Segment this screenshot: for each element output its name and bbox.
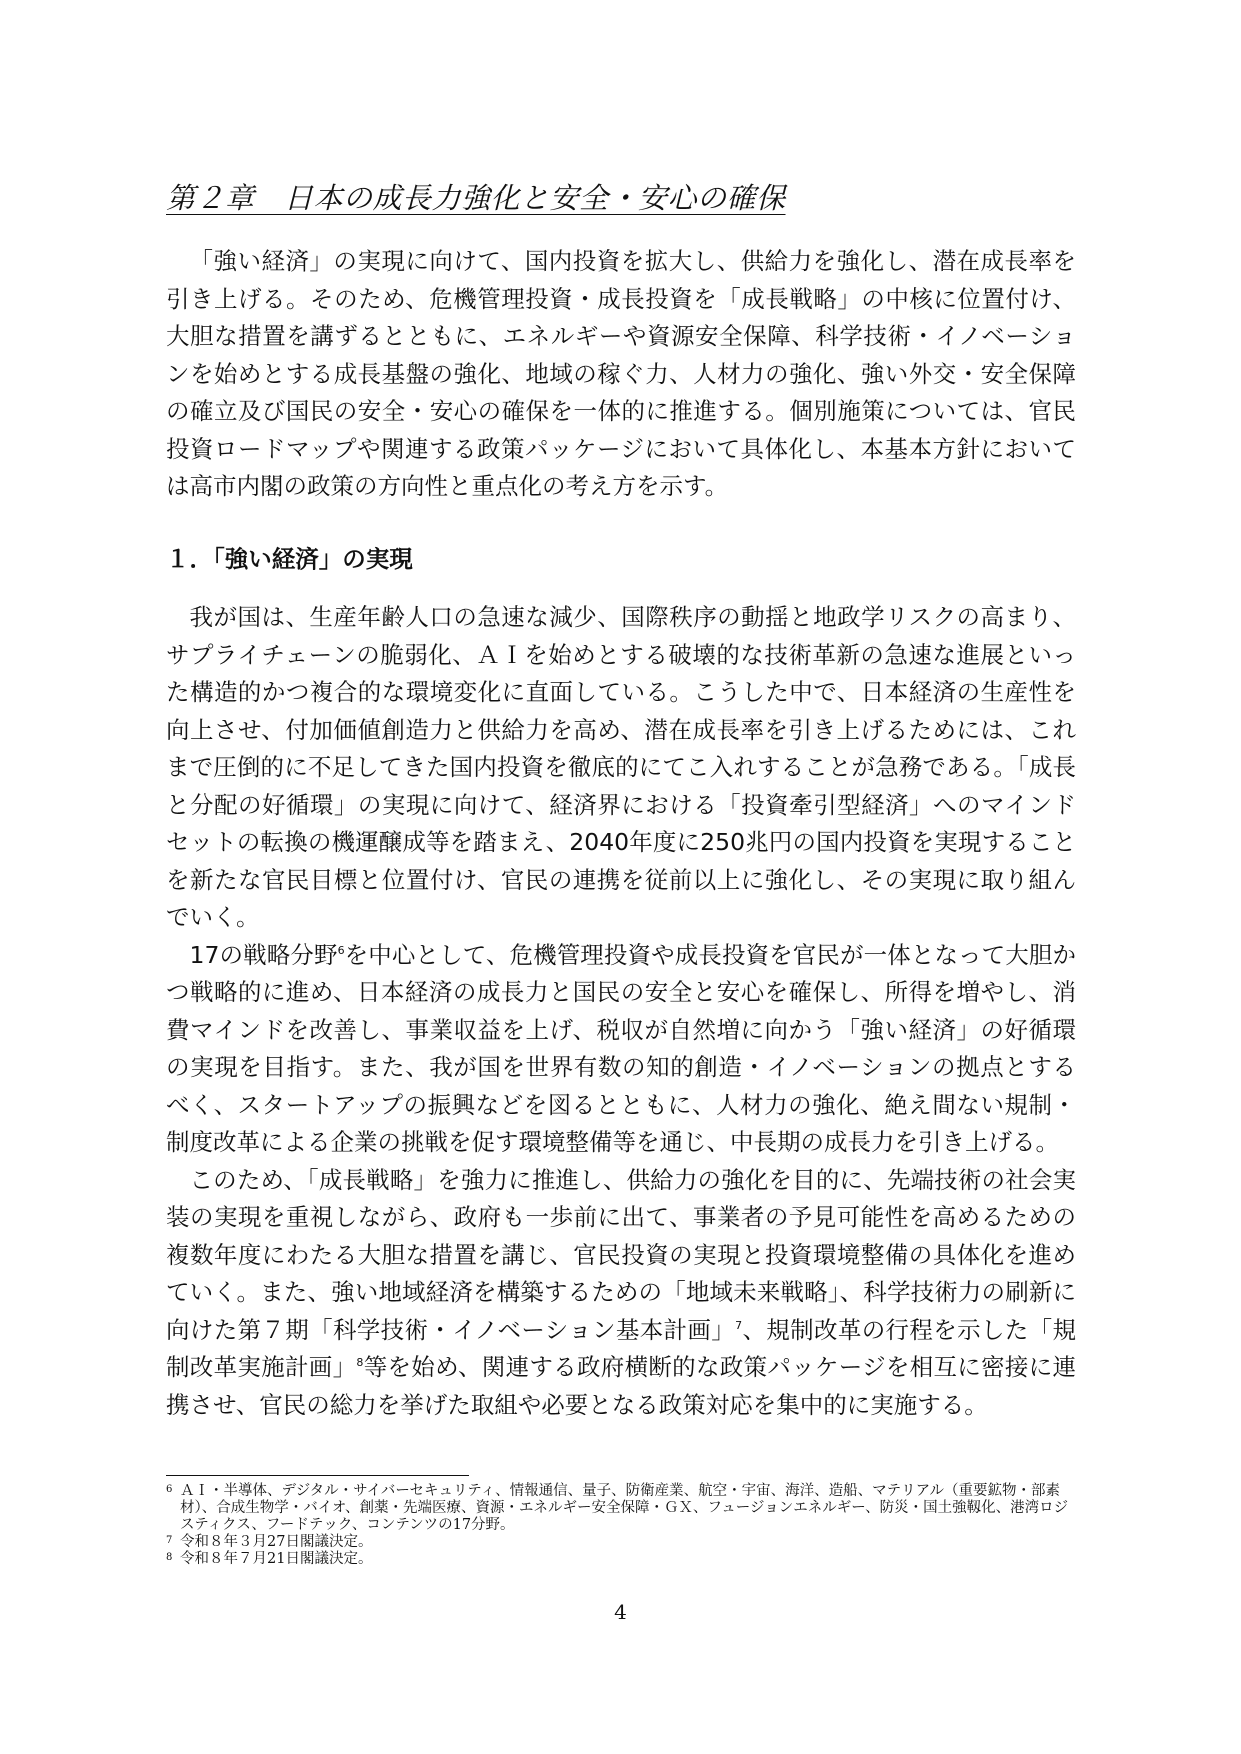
footnote-reference-6[interactable]: 6 <box>337 943 345 957</box>
footnote-text: ＡＩ・半導体、デジタル・サイバーセキュリティ、情報通信、量子、防衛産業、航空・宇宙、海洋、造船、マテリアル（重要鉱物・部素材）、合成生物学・バイオ、創薬・先端医療、資源・エネルギー安全保障・ＧＸ、フュージョンエネルギー、防災・国土強靱化、港湾ロジスティクス、フードテック、コンテンツの17分野。 <box>180 1483 1069 1533</box>
body-paragraph-2 <box>166 937 1076 1162</box>
footnote-reference-8[interactable]: 8 <box>356 1356 364 1370</box>
footnote-text: 令和８年３月27日閣議決定。 <box>180 1534 373 1550</box>
footnote-number: 7 <box>166 1535 173 1546</box>
footnote-separator <box>166 1475 469 1476</box>
section-heading: １．「強い経済」の実現 <box>166 545 413 573</box>
paragraph-3-text-part-2: 、規制改革の行程を示した「規制改革実施計画」 <box>166 1315 1077 1381</box>
intro-paragraph: 「強い経済」の実現に向けて、国内投資を拡大し、供給力を強化し、潜在成長率を引き上げる。そのため、危機管理投資・成長投資を「成長戦略」の中核に位置付け、大胆な措置を講ずるとともに、エネルギーや資源安全保障、科学技術・イノベーションを始めとする成長基盤の強化、地域の稼ぐ力、人材力の強化、強い外交・安全保障の確立及び国民の安全・安心の確保を一体的に推進する。個別施策については、官民投資ロードマップや関連する政策パッケージにおいて具体化し、本基本方針においては高市内閣の政策の方向性と重点化の考え方を示す。 <box>166 247 1076 500</box>
body-paragraph-3 <box>166 1162 1076 1425</box>
footnote-7 <box>166 1534 1076 1551</box>
paragraph-3-text-part-3: 等を始め、関連する政府横断的な政策パッケージを相互に密接に連携させ、官民の総力を挙げた取組や必要となる政策対応を集中的に実施する。 <box>166 1353 1077 1419</box>
footnote-number: 8 <box>166 1552 173 1563</box>
paragraph-2-text-end: を中心として、危機管理投資や成長投資を官民が一体となって大胆かつ戦略的に進め、日本経済の成長力と国民の安全と安心を確保し、所得を増やし、消費マインドを改善し、事業収益を上げ、税収が自然増に向かう「強い経済」の好循環の実現を目指す。また、我が国を世界有数の知的創造・イノベーションの拠点とするべく、スタートアップの振興などを図るとともに、人材力の強化、絶え間ない規制・制度改革による企業の挑戦を促す環境整備等を通じ、中長期の成長力を引き上げる。 <box>166 940 1076 1156</box>
paragraph-2-text-start: 17の戦略分野 <box>189 940 338 969</box>
footnote-text: 令和８年７月21日閣議決定。 <box>180 1551 373 1567</box>
paragraph-3-text-part-1: このため、「成長戦略」を強力に推進し、供給力の強化を目的に、先端技術の社会実装の実現を重視しながら、政府も一歩前に出て、事業者の予見可能性を高めるための複数年度にわたる大胆な措置を講じ、官民投資の実現と投資環境整備の具体化を進めていく。また、強い地域経済を構築するための「地域未来戦略」、科学技術力の刷新に向けた第７期「科学技術・イノベーション基本計画」 <box>166 1165 1076 1344</box>
chapter-title: 第２章 日本の成長力強化と安全・安心の確保 <box>166 181 786 215</box>
footnote-6 <box>166 1483 1076 1534</box>
footnotes <box>166 1483 1076 1568</box>
footnote-number: 6 <box>166 1484 173 1495</box>
footnote-8 <box>166 1551 1076 1568</box>
intro-section <box>166 243 1076 506</box>
section-body <box>166 599 1076 1424</box>
page-number: 4 <box>614 1600 627 1624</box>
body-paragraph-1: 我が国は、生産年齢人口の急速な減少、国際秩序の動揺と地政学リスクの高まり、サプライチェーンの脆弱化、ＡＩを始めとする破壊的な技術革新の急速な進展といった構造的かつ複合的な環境変化に直面している。こうした中で、日本経済の生産性を向上させ、付加価値創造力と供給力を高め、潜在成長率を引き上げるためには、これまで圧倒的に不足してきた国内投資を徹底的にてこ入れすることが急務である。「成長と分配の好循環」の実現に向けて、経済界における「投資牽引型経済」へのマインドセットの転換の機運醸成等を踏まえ、2040年度に250兆円の国内投資を実現することを新たな官民目標と位置付け、官民の連携を従前以上に強化し、その実現に取り組んでいく。 <box>166 603 1076 931</box>
footnote-reference-7[interactable]: 7 <box>735 1318 743 1332</box>
